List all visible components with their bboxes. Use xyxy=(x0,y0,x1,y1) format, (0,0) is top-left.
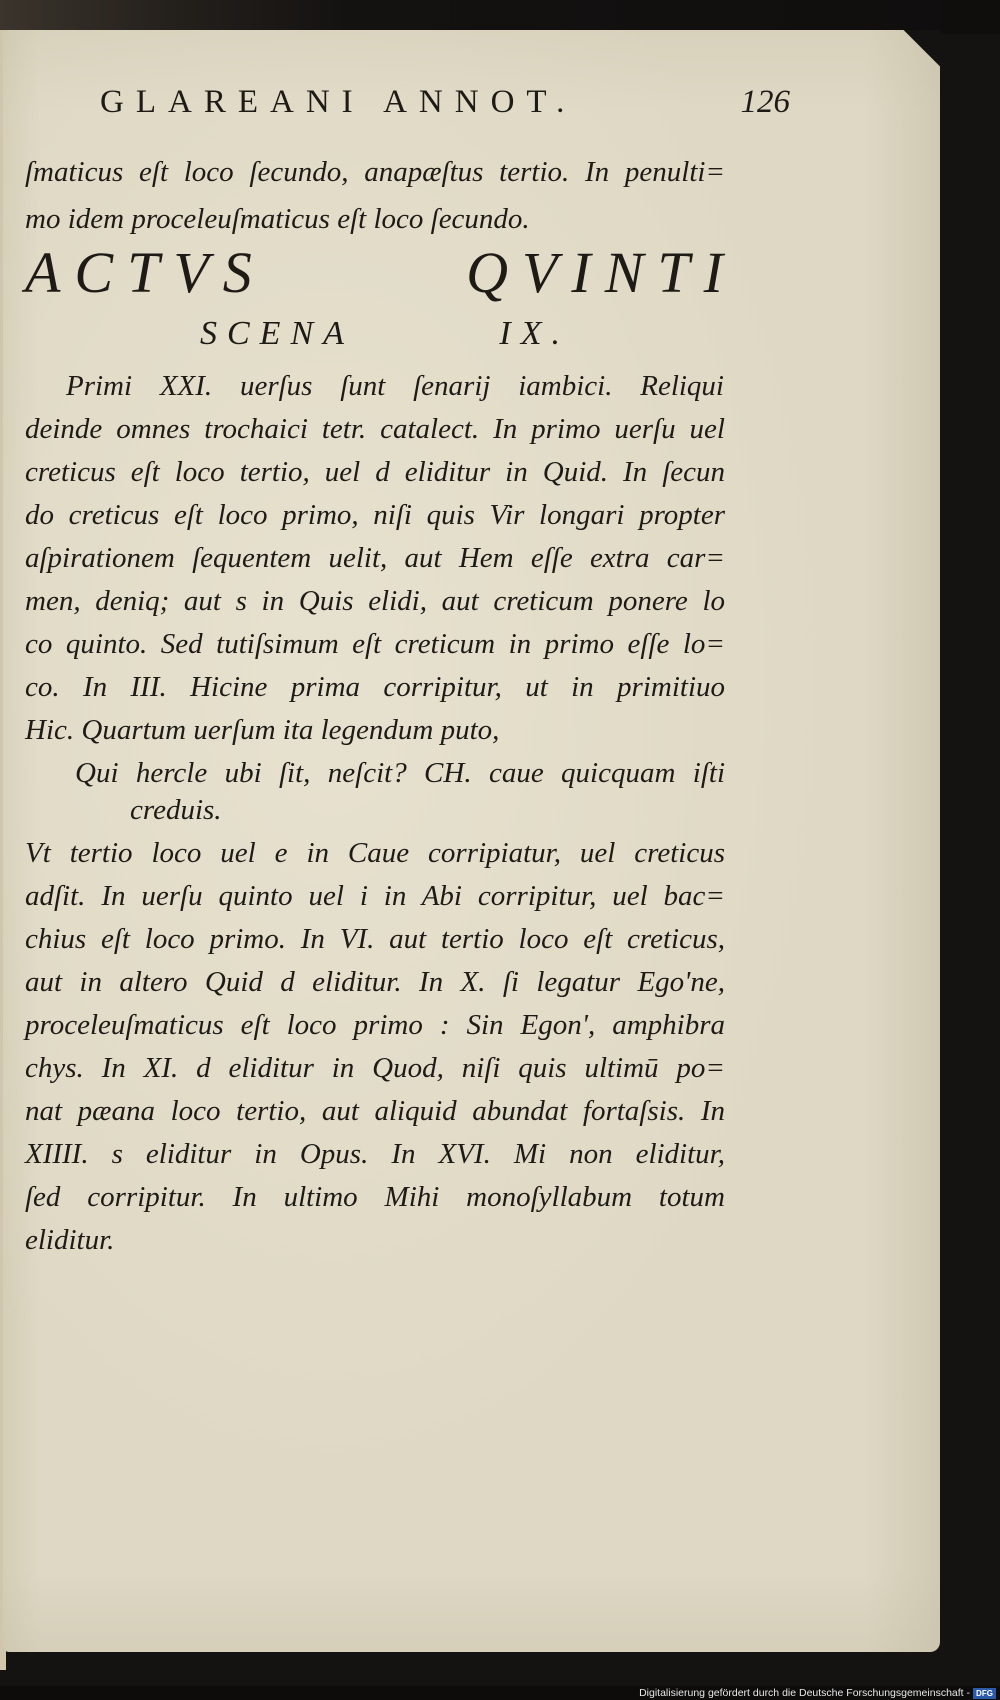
text-line: adſit. In uerſu quinto uel i in Abi corripitur, uel bac= xyxy=(25,880,725,912)
page-corner xyxy=(900,30,940,70)
text-line: mo idem proceleuſmaticus eſt loco ſecundo. xyxy=(25,203,530,235)
text-line: Vt tertio loco uel e in Caue corripiatur, uel creticus xyxy=(25,837,725,869)
running-head-title: GLAREANI ANNOT. xyxy=(100,84,577,120)
dfg-logo-badge: DFG xyxy=(973,1688,996,1699)
text-line: eliditur. xyxy=(25,1224,115,1256)
text-line: ſed corripitur. In ultimo Mihi monoſyllabum totum xyxy=(25,1181,725,1213)
text-line: aſpirationem ſequentem uelit, aut Hem eſſe extra car= xyxy=(25,542,725,574)
scan-top-shadow xyxy=(0,0,1000,34)
text-line: deinde omnes trochaici tetr. catalect. In primo uerſu uel xyxy=(25,413,725,445)
text-line: Hic. Quartum uerſum ita legendum puto, xyxy=(25,714,500,746)
text-line: aut in altero Quid d eliditur. In X. ſi legatur Ego'ne, xyxy=(25,966,725,998)
text-line: nat pæana loco tertio, aut aliquid abundat fortaſsis. In xyxy=(25,1095,725,1127)
page-number: 126 xyxy=(740,84,790,120)
text-line: XIIII. s eliditur in Opus. In XVI. Mi non eliditur, xyxy=(25,1138,725,1170)
text-line: men, deniq; aut s in Quis elidi, aut creticum ponere lo xyxy=(25,585,725,617)
text-line: ſmaticus eſt loco ſecundo, anapæſtus tertio. In penulti= xyxy=(25,156,725,188)
text-line: proceleuſmaticus eſt loco primo : Sin Egon', amphibra xyxy=(25,1009,725,1041)
text-line: chys. In XI. d eliditur in Quod, niſi quis ultimū po= xyxy=(25,1052,725,1084)
scene-heading: SCENA IX. xyxy=(200,315,570,352)
verse-line: creduis. xyxy=(130,794,222,826)
text-line: do creticus eſt loco primo, niſi quis Vir longari propter xyxy=(25,499,725,531)
text-line: co quinto. Sed tutiſsimum eſt creticum in primo eſſe lo= xyxy=(25,628,725,660)
text-line: chius eſt loco primo. In VI. aut tertio loco eſt creticus, xyxy=(25,923,725,955)
text-line: co. In III. Hicine prima corripitur, ut in primitiuo xyxy=(25,671,725,703)
digitization-credit: Digitalisierung gefördert durch die Deutsche Forschungsgemeinschaft - xyxy=(639,1687,970,1699)
running-head xyxy=(100,72,790,132)
act-heading: ACTVS QVINTI xyxy=(25,240,737,305)
text-line: Primi XXI. uerſus ſunt ſenarij iambici. Reliqui xyxy=(66,370,724,402)
verse-line: Qui hercle ubi ſit, neſcit? CH. caue quicquam iſti xyxy=(75,757,725,789)
text-line: creticus eſt loco tertio, uel d eliditur in Quid. In ſecun xyxy=(25,456,725,488)
